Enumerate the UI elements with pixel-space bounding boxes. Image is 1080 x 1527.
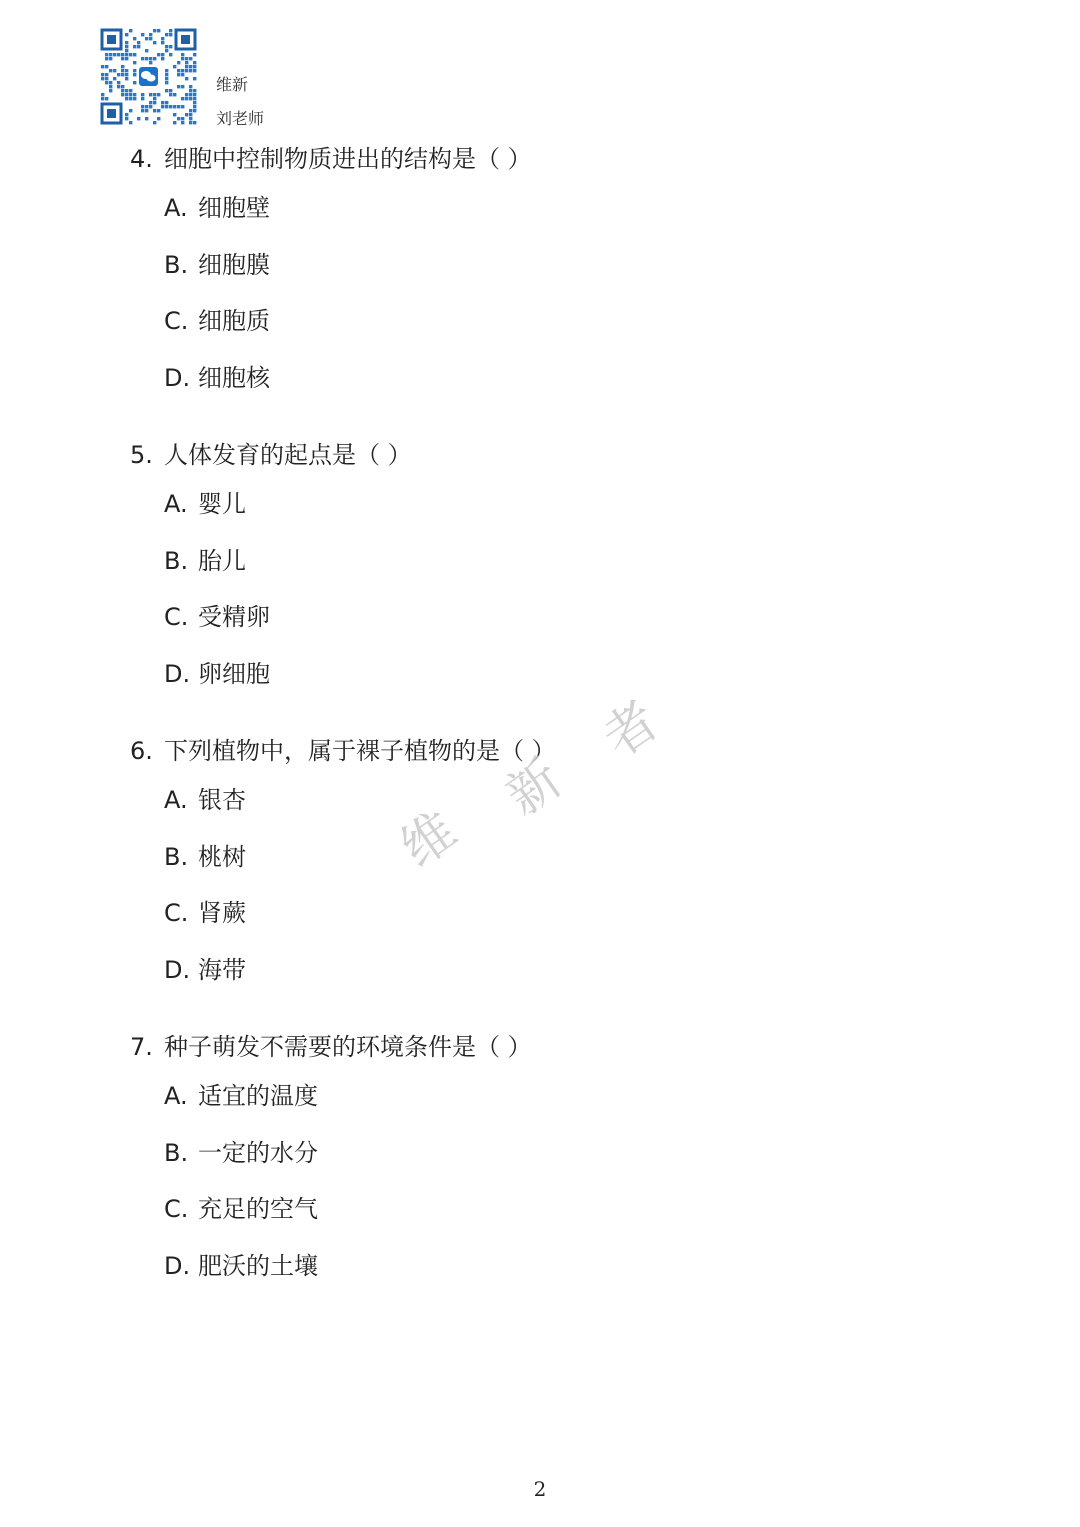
option-text: 适宜的温度 xyxy=(198,1082,318,1110)
question-list xyxy=(130,138,1010,1322)
option-text: 细胞膜 xyxy=(198,250,270,279)
question-number: 6. xyxy=(130,737,153,765)
option-letter: C. xyxy=(164,1195,189,1223)
option-d xyxy=(164,364,1010,421)
option-letter: A. xyxy=(164,1082,188,1110)
option-letter: D. xyxy=(164,363,191,392)
question-stem xyxy=(130,138,1010,180)
option-letter: C. xyxy=(164,307,189,335)
option-letter: B. xyxy=(164,546,189,575)
option-letter: B. xyxy=(164,842,189,871)
option-b xyxy=(164,547,1010,604)
option-list xyxy=(164,180,1010,420)
question-number: 7. xyxy=(130,1033,153,1061)
option-text: 肾蕨 xyxy=(198,899,246,927)
header-line-1: 维新 xyxy=(216,75,249,94)
option-letter: D. xyxy=(164,1251,191,1280)
option-text: 桃树 xyxy=(198,842,246,871)
question-stem xyxy=(130,730,1010,772)
question-6 xyxy=(130,730,1010,1012)
question-5 xyxy=(130,434,1010,716)
option-a xyxy=(164,194,1010,251)
question-text: 人体发育的起点是（ ） xyxy=(164,441,412,469)
option-d xyxy=(164,956,1010,1013)
question-4 xyxy=(130,138,1010,420)
option-text: 充足的空气 xyxy=(198,1195,318,1223)
page-header xyxy=(100,28,400,128)
header-teacher-info xyxy=(216,68,264,136)
option-c xyxy=(164,1195,1010,1252)
option-a xyxy=(164,490,1010,547)
option-c xyxy=(164,307,1010,364)
option-b xyxy=(164,251,1010,308)
option-letter: C. xyxy=(164,899,189,927)
question-text: 细胞中控制物质进出的结构是（ ） xyxy=(164,145,532,173)
option-text: 卵细胞 xyxy=(198,659,270,688)
option-letter: D. xyxy=(164,659,191,688)
option-text: 细胞质 xyxy=(198,307,270,335)
option-letter: C. xyxy=(164,603,189,631)
option-letter: B. xyxy=(164,1138,189,1167)
header-line-2: 刘老师 xyxy=(216,109,265,128)
option-a xyxy=(164,1082,1010,1139)
option-d xyxy=(164,660,1010,717)
option-letter: D. xyxy=(164,955,191,984)
option-text: 肥沃的土壤 xyxy=(198,1251,318,1280)
option-letter: B. xyxy=(164,250,189,279)
question-7 xyxy=(130,1026,1010,1308)
option-c xyxy=(164,899,1010,956)
option-a xyxy=(164,786,1010,843)
option-text: 细胞核 xyxy=(198,363,270,392)
option-letter: A. xyxy=(164,194,188,222)
wechat-qr-code-icon xyxy=(100,28,197,125)
watermark-char: 新 xyxy=(495,748,573,828)
watermark-char: 维 xyxy=(390,800,468,880)
question-text: 下列植物中，属于裸子植物的是（ ） xyxy=(164,737,556,765)
option-text: 婴儿 xyxy=(198,490,246,518)
page-number: 2 xyxy=(533,1477,547,1501)
option-text: 胎儿 xyxy=(198,546,246,575)
option-letter: A. xyxy=(164,490,188,518)
option-b xyxy=(164,843,1010,900)
option-list xyxy=(164,772,1010,1012)
question-text: 种子萌发不需要的环境条件是（ ） xyxy=(164,1033,532,1061)
option-list xyxy=(164,476,1010,716)
question-stem xyxy=(130,434,1010,476)
question-number: 5. xyxy=(130,441,153,469)
option-text: 一定的水分 xyxy=(198,1138,318,1167)
question-number: 4. xyxy=(130,145,153,173)
option-list xyxy=(164,1068,1010,1308)
option-text: 受精卵 xyxy=(198,603,270,631)
option-d xyxy=(164,1252,1010,1309)
question-stem xyxy=(130,1026,1010,1068)
option-text: 细胞壁 xyxy=(198,194,270,222)
option-letter: A. xyxy=(164,786,188,814)
watermark-char: 者 xyxy=(592,690,670,770)
option-c xyxy=(164,603,1010,660)
option-b xyxy=(164,1139,1010,1196)
option-text: 海带 xyxy=(198,955,246,984)
option-text: 银杏 xyxy=(198,786,246,814)
